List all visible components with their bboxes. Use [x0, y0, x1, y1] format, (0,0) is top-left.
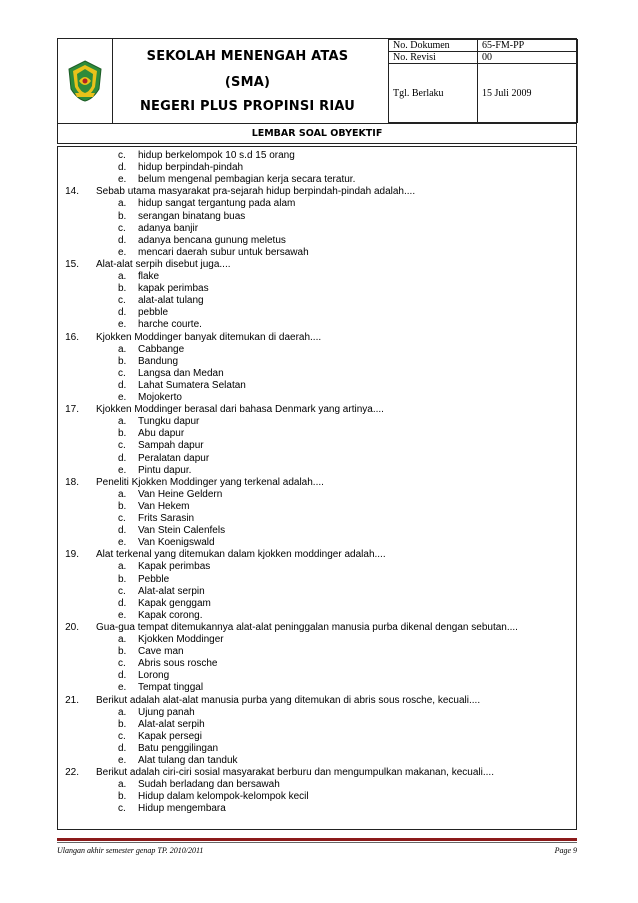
school-name-line-3: NEGERI PLUS PROPINSI RIAU — [139, 99, 356, 114]
option-text: Kapak perimbas — [138, 561, 211, 573]
school-name-line-1: SEKOLAH MENENGAH ATAS — [146, 49, 349, 64]
option-text: Pebble — [138, 573, 170, 585]
option-letter: d. — [118, 307, 127, 319]
option-text: Kapak corong. — [138, 609, 203, 621]
answer-option — [58, 211, 576, 223]
option-text: serangan binatang buas — [138, 210, 246, 222]
option-text: Kapak genggam — [138, 597, 211, 609]
option-text: hidup berkelompok 10 s.d 15 orang — [138, 150, 295, 161]
option-text: alat-alat tulang — [138, 295, 204, 307]
option-text: Bandung — [138, 355, 179, 367]
question-stem — [58, 767, 576, 779]
option-letter: a. — [118, 561, 127, 573]
option-letter: b. — [118, 428, 127, 440]
option-text: Van Heine Geldern — [138, 488, 223, 500]
option-text: kapak perimbas — [138, 283, 209, 295]
question-number: 16. — [65, 331, 79, 343]
answer-option — [58, 223, 576, 235]
option-text: Abris sous rosche — [138, 658, 218, 670]
answer-option — [58, 682, 576, 694]
option-letter: e. — [118, 537, 127, 549]
question-text: Alat-alat serpih disebut juga.... — [96, 258, 231, 270]
answer-option — [58, 247, 576, 259]
option-letter: e. — [118, 319, 127, 331]
answer-option — [58, 610, 576, 622]
answer-option — [58, 779, 576, 791]
answer-option — [58, 283, 576, 295]
question-number: 19. — [65, 549, 79, 561]
answer-option — [58, 634, 576, 646]
sheet-title: LEMBAR SOAL OBYEKTIF — [58, 123, 576, 143]
answer-option — [58, 453, 576, 465]
option-text: belum mengenal pembagian kerja secara teratur. — [138, 174, 356, 186]
option-letter: e. — [118, 246, 127, 258]
answer-option — [58, 525, 576, 537]
answer-option — [58, 271, 576, 283]
answer-option — [58, 416, 576, 428]
option-letter: c. — [118, 150, 126, 161]
option-text: Peralatan dapur — [138, 452, 210, 464]
option-letter: a. — [118, 779, 127, 791]
answer-option — [58, 198, 576, 210]
document-header — [57, 38, 577, 144]
option-text: adanya bencana gunung meletus — [138, 234, 286, 246]
option-text: Cabbange — [138, 343, 185, 355]
question-text: Gua-gua tempat ditemukannya alat-alat peninggalan manusia purba dikenal dengan sebutan.... — [96, 621, 518, 633]
option-letter: c. — [118, 585, 126, 597]
answer-option — [58, 537, 576, 549]
option-letter: d. — [118, 597, 127, 609]
option-text: Alat-alat serpih — [138, 718, 205, 730]
option-letter: a. — [118, 271, 127, 282]
meta-label: No. Revisi — [389, 52, 478, 64]
answer-option — [58, 356, 576, 368]
answer-option — [58, 791, 576, 803]
riau-emblem-icon — [65, 59, 105, 103]
option-letter: a. — [118, 488, 127, 500]
question-stem — [58, 259, 576, 271]
footer-rule — [57, 838, 577, 841]
option-text: Van Hekem — [138, 500, 190, 512]
option-letter: b. — [118, 283, 127, 295]
option-text: Abu dapur — [138, 428, 185, 440]
question-number: 18. — [65, 476, 79, 488]
question-text: Kjokken Moddinger banyak ditemukan di daerah.... — [96, 331, 322, 343]
footer-rule-thin — [57, 842, 577, 843]
option-letter: c. — [118, 803, 126, 815]
answer-option — [58, 489, 576, 501]
answer-option — [58, 707, 576, 719]
option-letter: d. — [118, 452, 127, 464]
answer-option — [58, 501, 576, 513]
meta-value: 00 — [478, 52, 578, 64]
option-letter: c. — [118, 658, 126, 670]
option-letter: e. — [118, 464, 127, 476]
answer-option — [58, 803, 576, 815]
answer-option — [58, 561, 576, 573]
question-list — [57, 146, 577, 830]
option-text: hidup berpindah-pindah — [138, 162, 244, 174]
question-stem — [58, 477, 576, 489]
meta-label: Tgl. Berlaku — [389, 64, 478, 123]
answer-option — [58, 646, 576, 658]
answer-option — [58, 368, 576, 380]
answer-option — [58, 743, 576, 755]
answer-option — [58, 719, 576, 731]
option-text: harche courte. — [138, 319, 202, 331]
answer-option — [58, 235, 576, 247]
option-letter: c. — [118, 367, 126, 379]
option-text: hidup sangat tergantung pada alam — [138, 198, 296, 210]
option-letter: b. — [118, 573, 127, 585]
answer-option — [58, 670, 576, 682]
option-text: Tempat tinggal — [138, 682, 204, 694]
option-letter: e. — [118, 392, 127, 403]
option-letter: e. — [118, 682, 127, 694]
option-text: Van Stein Calenfels — [138, 525, 226, 537]
answer-option — [58, 574, 576, 586]
option-letter: a. — [118, 198, 127, 210]
answer-option — [58, 513, 576, 525]
option-text: Langsa dan Medan — [138, 367, 224, 379]
meta-label: No. Dokumen — [389, 40, 478, 52]
answer-option — [58, 658, 576, 670]
option-letter: c. — [118, 222, 126, 234]
meta-value: 15 Juli 2009 — [478, 64, 578, 123]
option-letter: b. — [118, 791, 127, 803]
option-letter: c. — [118, 730, 126, 742]
footer-exam-title: Ulangan akhir semester genap TP. 2010/2011 — [57, 846, 204, 855]
footer-page-number: Page 9 — [554, 846, 577, 855]
option-text: Batu penggilingan — [138, 742, 219, 754]
option-text: flake — [138, 271, 160, 282]
school-name-cell — [113, 39, 382, 123]
option-letter: e. — [118, 755, 127, 766]
option-letter: b. — [118, 355, 127, 367]
option-letter: e. — [118, 609, 127, 621]
option-letter: a. — [118, 343, 127, 355]
answer-option — [58, 755, 576, 767]
option-letter: b. — [118, 718, 127, 730]
option-text: Alat-alat serpin — [138, 585, 205, 597]
question-stem — [58, 332, 576, 344]
option-letter: a. — [118, 706, 127, 718]
option-letter: d. — [118, 234, 127, 246]
question-stem — [58, 622, 576, 634]
answer-option — [58, 174, 576, 186]
option-letter: d. — [118, 379, 127, 391]
question-number: 20. — [65, 621, 79, 633]
option-letter: a. — [118, 634, 127, 645]
question-text: Sebab utama masyarakat pra-sejarah hidup berpindah-pindah adalah.... — [96, 186, 416, 198]
answer-option — [58, 731, 576, 743]
question-number: 22. — [65, 767, 79, 779]
logo-cell — [58, 39, 113, 123]
option-text: pebble — [138, 307, 169, 319]
option-letter: b. — [118, 646, 127, 658]
option-letter: a. — [118, 416, 127, 428]
option-text: mencari daerah subur untuk bersawah — [138, 246, 309, 258]
answer-option — [58, 319, 576, 331]
answer-option — [58, 307, 576, 319]
option-text: Lorong — [138, 670, 170, 682]
option-letter: b. — [118, 210, 127, 222]
option-text: Hidup dalam kelompok-kelompok kecil — [138, 791, 309, 803]
option-letter: c. — [118, 295, 126, 307]
answer-option — [58, 392, 576, 404]
option-letter: d. — [118, 670, 127, 682]
option-letter: e. — [118, 174, 127, 186]
answer-option — [58, 440, 576, 452]
option-letter: d. — [118, 162, 127, 174]
question-stem — [58, 404, 576, 416]
answer-option — [58, 586, 576, 598]
question-stem — [58, 695, 576, 707]
question-text: Alat terkenal yang ditemukan dalam kjokken moddinger adalah.... — [96, 549, 386, 561]
option-text: Alat tulang dan tanduk — [138, 755, 238, 766]
option-letter: c. — [118, 440, 126, 452]
option-text: Sampah dapur — [138, 440, 204, 452]
option-text: adanya banjir — [138, 222, 199, 234]
answer-option — [58, 162, 576, 174]
question-text: Berikut adalah alat-alat manusia purba yang ditemukan di abris sous rosche, kecuali.... — [96, 694, 481, 706]
document-meta-table — [388, 39, 578, 123]
option-text: Tungku dapur — [138, 416, 200, 428]
option-text: Hidup mengembara — [138, 803, 226, 815]
answer-option — [58, 428, 576, 440]
option-text: Kapak persegi — [138, 730, 202, 742]
meta-value: 65-FM-PP — [478, 40, 578, 52]
question-text: Kjokken Moddinger berasal dari bahasa Denmark yang artinya.... — [96, 404, 384, 416]
question-stem — [58, 186, 576, 198]
question-text: Peneliti Kjokken Moddinger yang terkenal adalah.... — [96, 476, 324, 488]
meta-row-revisi — [389, 52, 578, 64]
option-text: Van Koenigswald — [138, 537, 215, 549]
question-text: Berikut adalah ciri-ciri sosial masyarakat berburu dan mengumpulkan makanan, kecuali.... — [96, 767, 494, 779]
option-text: Lahat Sumatera Selatan — [138, 379, 246, 391]
option-text: Pintu dapur. — [138, 464, 192, 476]
option-text: Ujung panah — [138, 706, 195, 718]
option-text: Sudah berladang dan bersawah — [138, 779, 280, 791]
answer-option — [58, 344, 576, 356]
answer-option — [58, 598, 576, 610]
question-number: 17. — [65, 404, 79, 416]
option-letter: c. — [118, 513, 126, 524]
question-number: 21. — [65, 694, 79, 706]
option-letter: d. — [118, 525, 127, 537]
option-text: Cave man — [138, 646, 184, 658]
option-text: Kjokken Moddinger — [138, 634, 224, 645]
question-number: 15. — [65, 258, 79, 270]
answer-option — [58, 150, 576, 162]
meta-row-dokumen — [389, 40, 578, 52]
option-letter: d. — [118, 742, 127, 754]
meta-row-berlaku — [389, 64, 578, 123]
option-letter: b. — [118, 500, 127, 512]
question-stem — [58, 549, 576, 561]
option-text: Mojokerto — [138, 392, 182, 403]
answer-option — [58, 295, 576, 307]
answer-option — [58, 380, 576, 392]
option-text: Frits Sarasin — [138, 513, 195, 524]
answer-option — [58, 465, 576, 477]
question-number: 14. — [65, 186, 79, 198]
school-name-line-2: (SMA) — [224, 75, 271, 90]
